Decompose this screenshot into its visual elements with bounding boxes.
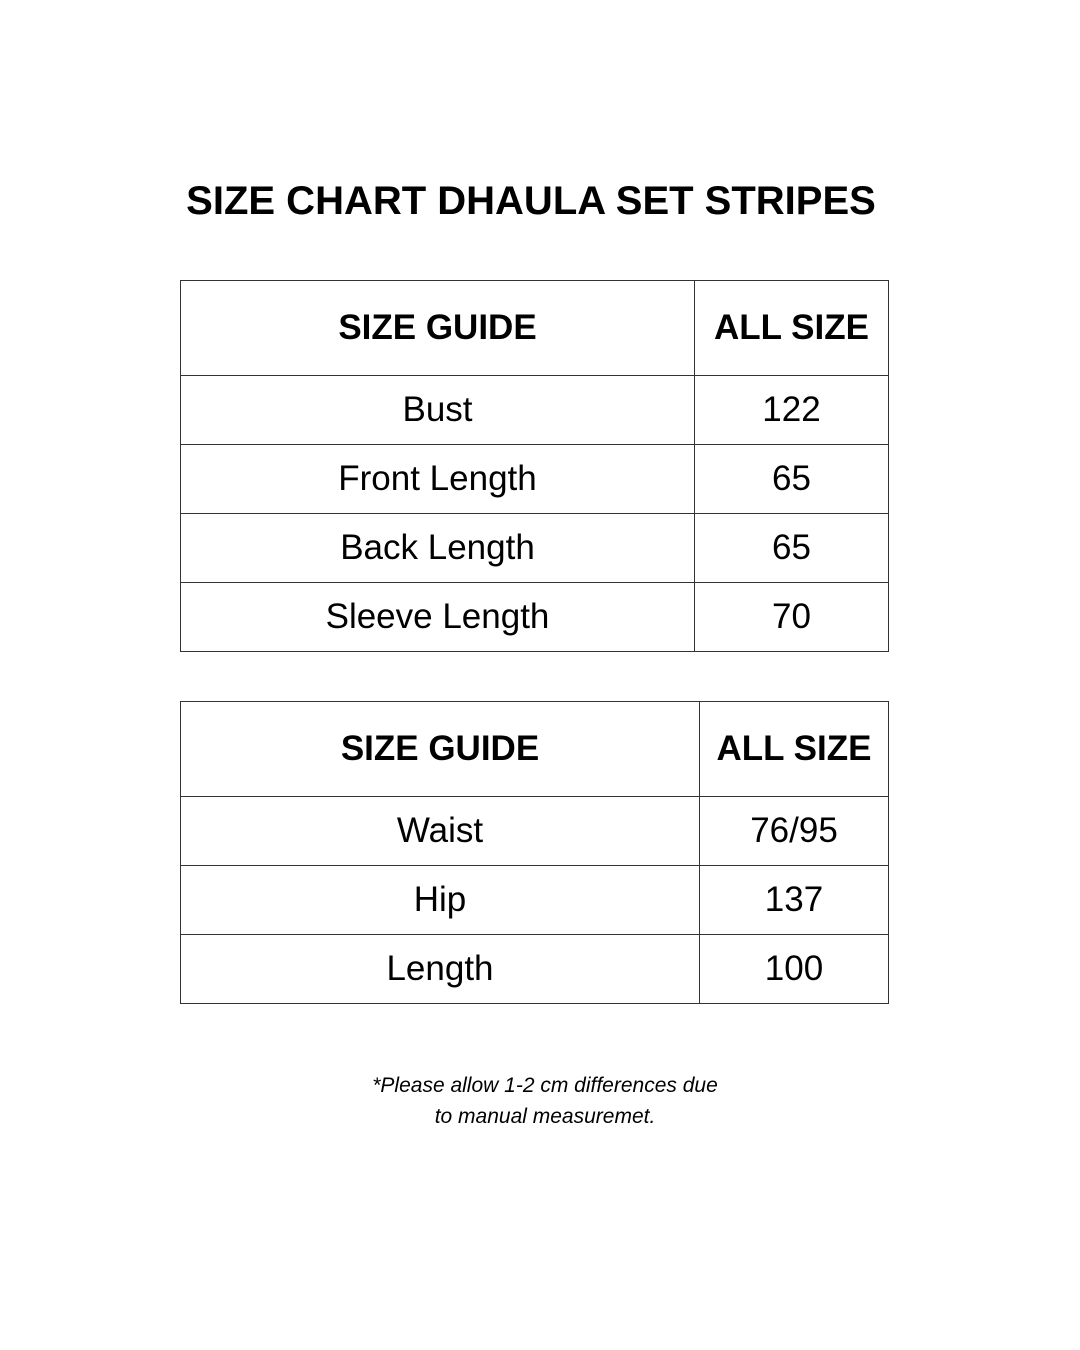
table-row: [181, 445, 889, 514]
top-size-table: [180, 280, 889, 652]
table-row: [181, 935, 889, 1004]
row-value: 65: [695, 445, 889, 514]
row-value: 137: [700, 866, 889, 935]
row-value: 100: [700, 935, 889, 1004]
row-value: 70: [695, 583, 889, 652]
row-value: 122: [695, 376, 889, 445]
row-label: Hip: [181, 866, 700, 935]
row-label: Bust: [181, 376, 695, 445]
table-row: [181, 583, 889, 652]
table-header-row: [181, 702, 889, 797]
row-label: Front Length: [181, 445, 695, 514]
row-label: Waist: [181, 797, 700, 866]
row-label: Back Length: [181, 514, 695, 583]
row-label: Length: [181, 935, 700, 1004]
header-size-guide: SIZE GUIDE: [181, 281, 695, 376]
table-header-row: [181, 281, 889, 376]
page-title: SIZE CHART DHAULA SET STRIPES: [186, 179, 876, 223]
row-value: 65: [695, 514, 889, 583]
header-all-size: ALL SIZE: [700, 702, 889, 797]
row-value: 76/95: [700, 797, 889, 866]
table-row: [181, 514, 889, 583]
bottom-size-table: [180, 701, 889, 1004]
header-all-size: ALL SIZE: [695, 281, 889, 376]
table-row: [181, 376, 889, 445]
header-size-guide: SIZE GUIDE: [181, 702, 700, 797]
row-label: Sleeve Length: [181, 583, 695, 652]
note-line-1: *Please allow 1-2 cm differences due: [372, 1074, 718, 1097]
table-row: [181, 797, 889, 866]
measurement-note: [0, 1070, 1080, 1132]
note-line-2: to manual measuremet.: [434, 1105, 656, 1128]
table-row: [181, 866, 889, 935]
